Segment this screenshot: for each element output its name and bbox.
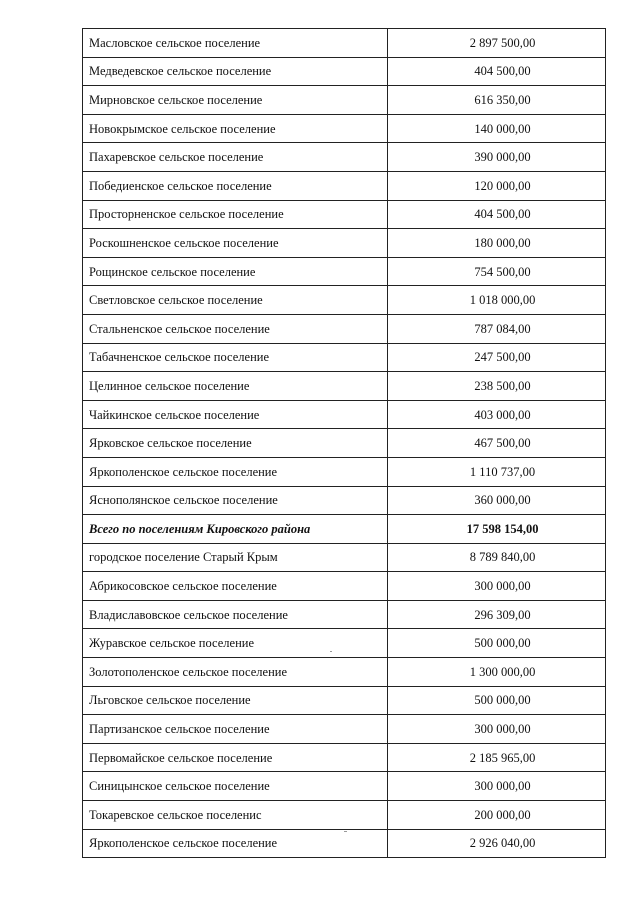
settlement-name-cell: Первомайское сельское поселение: [83, 743, 388, 772]
table-row: [83, 457, 606, 486]
settlement-name-cell: Табачненское сельское поселение: [83, 343, 388, 372]
settlement-name-cell: Абрикосовское сельское поселение: [83, 572, 388, 601]
amount-cell: 500 000,00: [388, 629, 606, 658]
table-row: [83, 600, 606, 629]
table-row: [83, 543, 606, 572]
amount-cell: 1 018 000,00: [388, 286, 606, 315]
settlement-name-cell: Льговское сельское поселение: [83, 686, 388, 715]
table-row: [83, 686, 606, 715]
settlement-name-cell: Журавское сельское поселение: [83, 629, 388, 658]
settlement-name-cell: Пахаревское сельское поселение: [83, 143, 388, 172]
amount-cell: 1 300 000,00: [388, 658, 606, 687]
total-amount-cell: 17 598 154,00: [388, 515, 606, 544]
settlement-name-cell: Масловское сельское поселение: [83, 29, 388, 58]
table-row: [83, 829, 606, 858]
amount-cell: 140 000,00: [388, 114, 606, 143]
amount-cell: 300 000,00: [388, 715, 606, 744]
amount-cell: 403 000,00: [388, 400, 606, 429]
settlements-table-body: [83, 29, 606, 858]
amount-cell: 2 926 040,00: [388, 829, 606, 858]
settlement-name-cell: Мирновское сельское поселение: [83, 86, 388, 115]
amount-cell: 247 500,00: [388, 343, 606, 372]
table-row: [83, 229, 606, 258]
amount-cell: 390 000,00: [388, 143, 606, 172]
amount-cell: 8 789 840,00: [388, 543, 606, 572]
amount-cell: 300 000,00: [388, 772, 606, 801]
settlement-name-cell: Роскошненское сельское поселение: [83, 229, 388, 258]
amount-cell: 238 500,00: [388, 372, 606, 401]
settlement-name-cell: Рощинское сельское поселение: [83, 257, 388, 286]
table-row: [83, 286, 606, 315]
settlement-name-cell: Светловское сельское поселение: [83, 286, 388, 315]
table-row: [83, 343, 606, 372]
settlement-name-cell: Ярковское сельское поселение: [83, 429, 388, 458]
amount-cell: 1 110 737,00: [388, 457, 606, 486]
settlement-name-cell: Синицынское сельское поселение: [83, 772, 388, 801]
amount-cell: 787 084,00: [388, 314, 606, 343]
amount-cell: 404 500,00: [388, 200, 606, 229]
table-row: [83, 572, 606, 601]
amount-cell: 300 000,00: [388, 572, 606, 601]
settlement-name-cell: Новокрымское сельское поселение: [83, 114, 388, 143]
amount-cell: 467 500,00: [388, 429, 606, 458]
table-row: [83, 171, 606, 200]
settlement-name-cell: Победиенское сельское поселение: [83, 171, 388, 200]
settlement-name-cell: Токаревское сельское поселенис: [83, 801, 388, 830]
settlement-name-cell: Просторненское сельское поселение: [83, 200, 388, 229]
settlement-name-cell: городское поселение Старый Крым: [83, 543, 388, 572]
table-row: [83, 772, 606, 801]
amount-cell: 2 185 965,00: [388, 743, 606, 772]
table-row: [83, 314, 606, 343]
settlement-name-cell: Яснополянское сельское поселение: [83, 486, 388, 515]
table-row: [83, 658, 606, 687]
table-row: [83, 86, 606, 115]
amount-cell: 404 500,00: [388, 57, 606, 86]
settlement-name-cell: Чайкинское сельское поселение: [83, 400, 388, 429]
settlement-name-cell: Яркополенское сельское поселение: [83, 457, 388, 486]
table-row: [83, 429, 606, 458]
table-row: [83, 29, 606, 58]
table-row: [83, 743, 606, 772]
total-row: [83, 515, 606, 544]
amount-cell: 2 897 500,00: [388, 29, 606, 58]
amount-cell: 754 500,00: [388, 257, 606, 286]
settlement-name-cell: Целинное сельское поселение: [83, 372, 388, 401]
table-row: [83, 200, 606, 229]
scan-speck: [344, 831, 347, 832]
settlement-name-cell: Партизанское сельское поселение: [83, 715, 388, 744]
total-label-cell: Всего по поселениям Кировского района: [83, 515, 388, 544]
table-row: [83, 486, 606, 515]
table-row: [83, 629, 606, 658]
table-row: [83, 400, 606, 429]
amount-cell: 200 000,00: [388, 801, 606, 830]
amount-cell: 120 000,00: [388, 171, 606, 200]
settlements-table: [82, 28, 606, 858]
table-row: [83, 801, 606, 830]
table-row: [83, 715, 606, 744]
settlement-name-cell: Стальненское сельское поселение: [83, 314, 388, 343]
settlement-name-cell: Золотополенское сельское поселение: [83, 658, 388, 687]
table-row: [83, 143, 606, 172]
table-row: [83, 57, 606, 86]
settlement-name-cell: Яркополенское сельское поселение: [83, 829, 388, 858]
amount-cell: 296 309,00: [388, 600, 606, 629]
table-row: [83, 257, 606, 286]
settlement-name-cell: Медведевское сельское поселение: [83, 57, 388, 86]
scan-speck: [330, 651, 332, 652]
table-row: [83, 114, 606, 143]
amount-cell: 180 000,00: [388, 229, 606, 258]
amount-cell: 616 350,00: [388, 86, 606, 115]
amount-cell: 500 000,00: [388, 686, 606, 715]
settlement-name-cell: Владиславовское сельское поселение: [83, 600, 388, 629]
table-row: [83, 372, 606, 401]
amount-cell: 360 000,00: [388, 486, 606, 515]
